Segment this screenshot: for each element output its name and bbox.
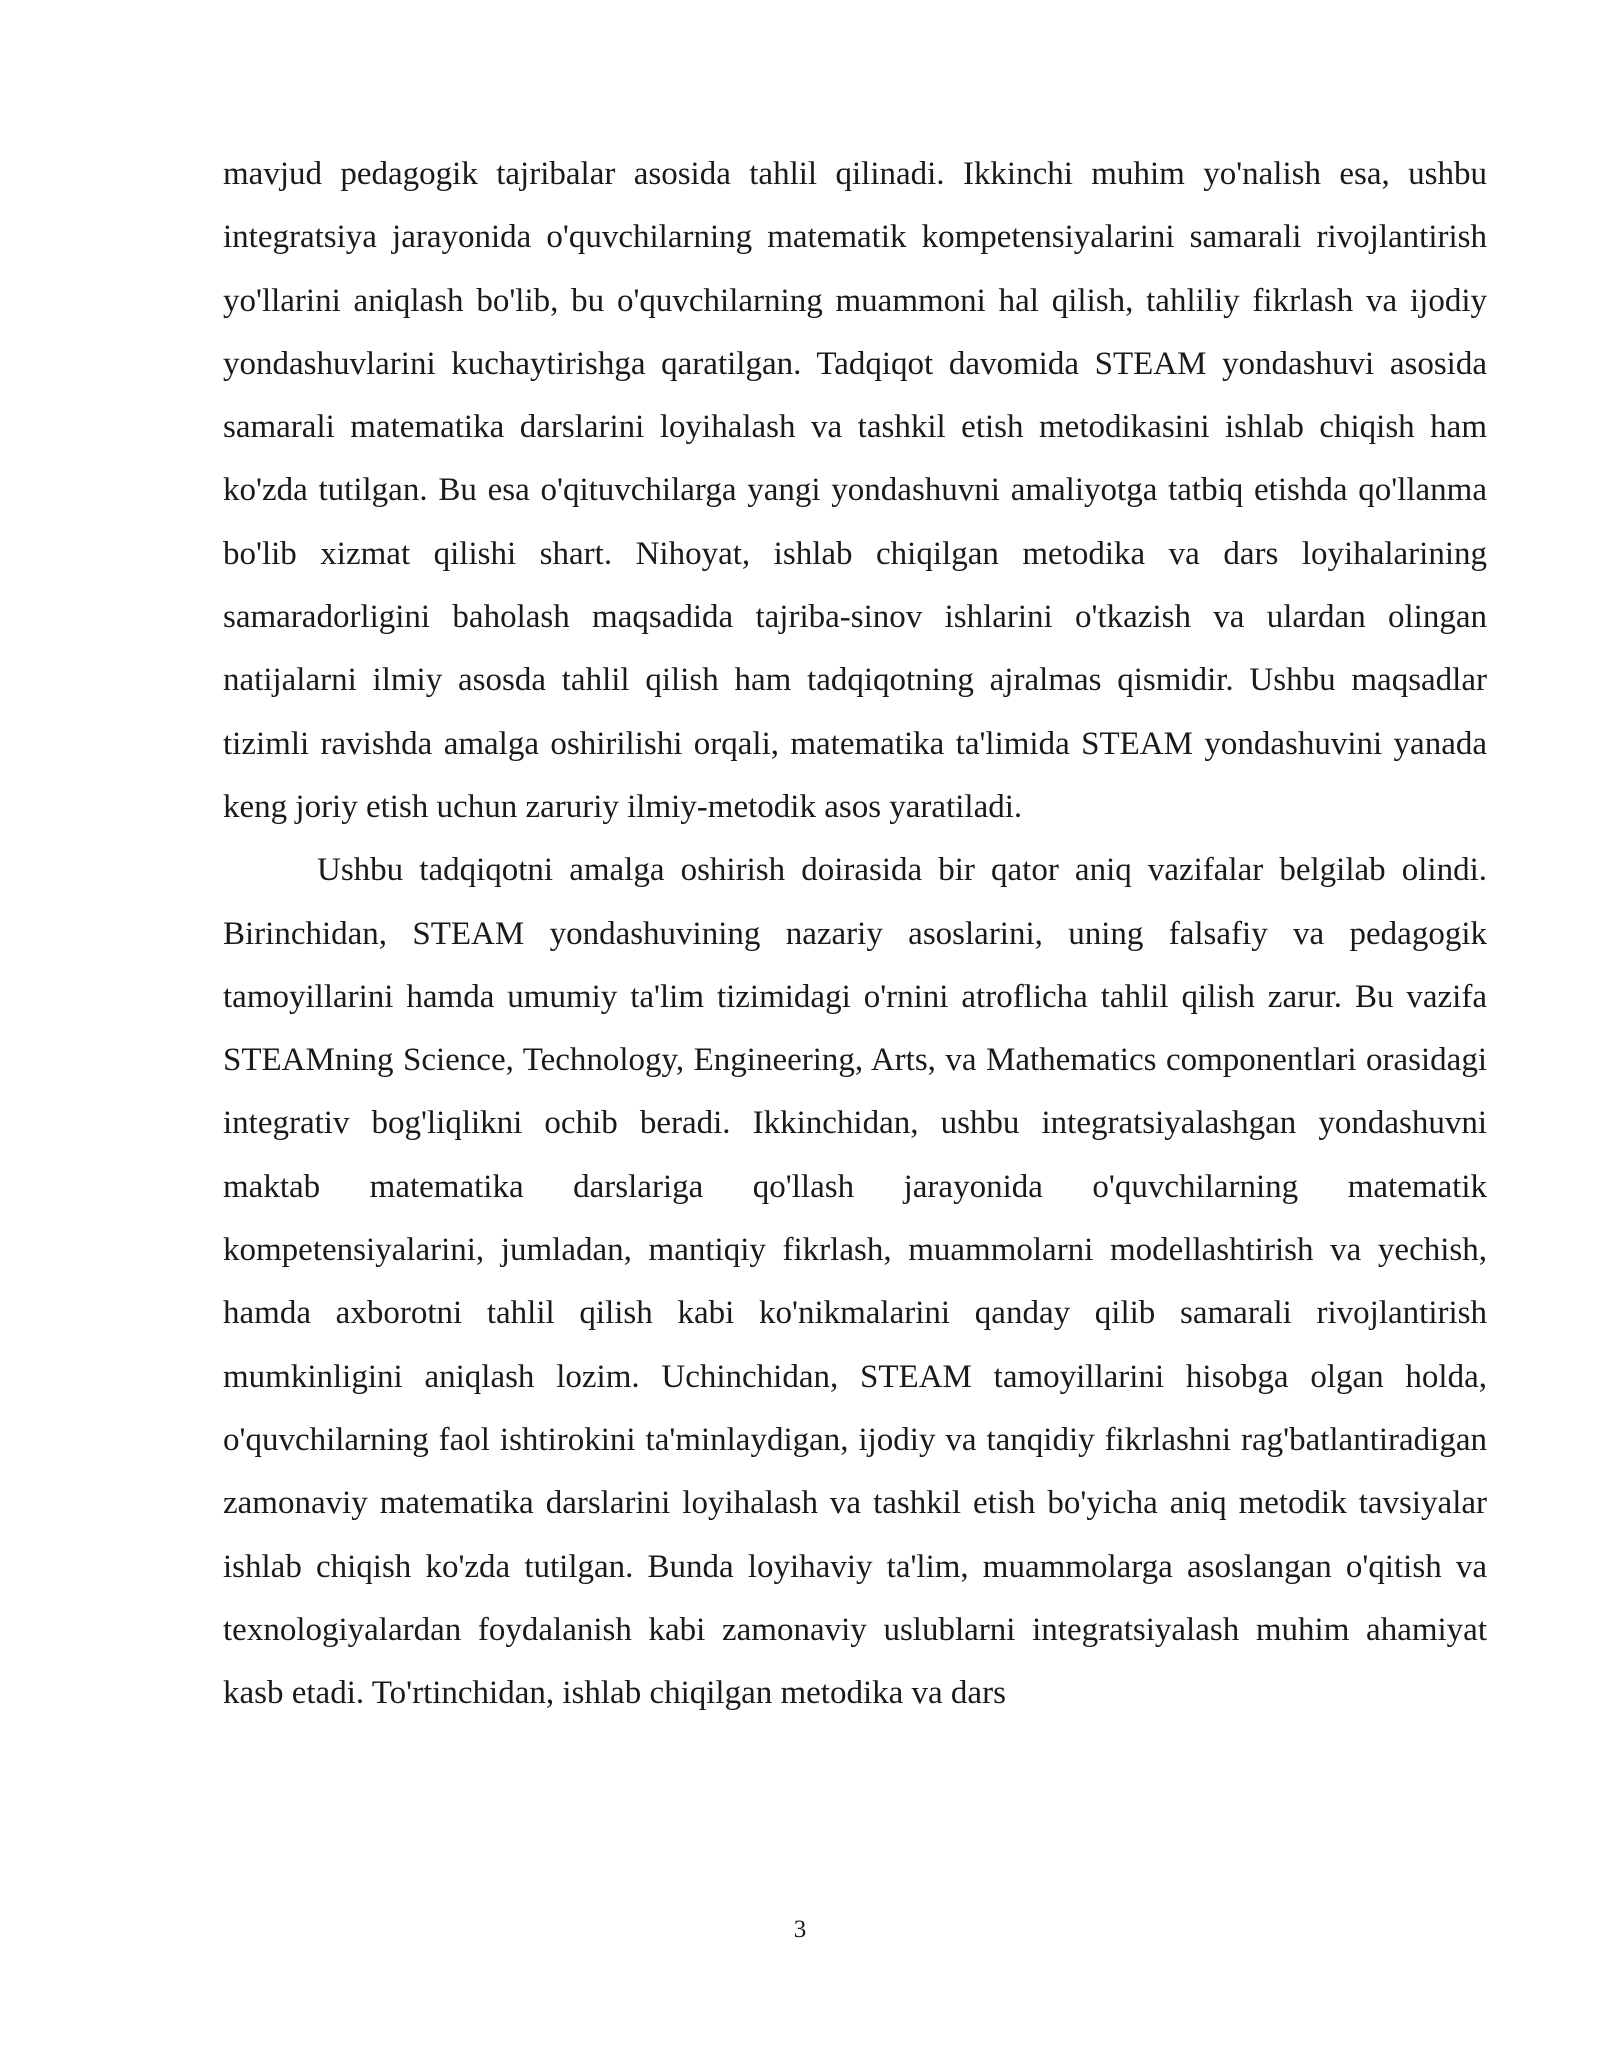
paragraph-continued: mavjud pedagogik tajribalar asosida tahlil qilinadi. Ikkinchi muhim yo'nalish esa, ushbu integratsiya jarayonida o'quvchilarning matematik kompetensiyalarini samarali rivojlantirish yo'llarini aniqlash bo'lib, bu o'quvchilarning muammoni hal qilish, tahliliy fikrlash va ijodiy yondashuvlarini kuchaytirishga qaratilgan. Tadqiqot davomida STEAM yondashuvi asosida samarali matematika darslarini loyihalash va tashkil etish metodikasini ishlab chiqish ham ko'zda tutilgan. Bu esa o'qituvchilarga yangi yondashuvni amaliyotga tatbiq etishda qo'llanma bo'lib xizmat qilishi shart. Nihoyat, ishlab chiqilgan metodika va dars loyihalarining samaradorligini baholash maqsadida tajriba-sinov ishlarini o'tkazish va ulardan olingan natijalarni ilmiy asosda tahlil qilish ham tadqiqotning ajralmas qismidir. Ushbu maqsadlar tizimli ravishda amalga oshirilishi orqali, matematika ta'limida STEAM yondashuvini yanada keng joriy etish uchun zaruriy ilmiy-metodik asos yaratiladi. — [223, 156, 1487, 825]
paragraph-tasks: Ushbu tadqiqotni amalga oshirish doirasida bir qator aniq vazifalar belgilab olindi. Birinchidan, STEAM yondashuvining nazariy asoslarini, uning falsafiy va pedagogik tamoyillarini hamda umumiy ta'lim tizimidagi o'rnini atroflicha tahlil qilish zarur. Bu vazifa STEAMning Science, Technology, Engineering, Arts, va Mathematics componentlari orasidagi integrativ bog'liqlikni ochib beradi. Ikkinchidan, ushbu integratsiyalashgan yondashuvni maktab matematika darslariga qo'llash jarayonida o'quvchilarning matematik kompetensiyalarini, jumladan, mantiqiy fikrlash, muammolarni modellashtirish va yechish, hamda axborotni tahlil qilish kabi ko'nikmalarini qanday qilib samarali rivojlantirish mumkinligini aniqlash lozim. Uchinchidan, STEAM tamoyillarini hisobga olgan holda, o'quvchilarning faol ishtirokini ta'minlaydigan, ijodiy va tanqidiy fikrlashni rag'batlantiradigan zamonaviy matematika darslarini loyihalash va tashkil etish bo'yicha aniq metodik tavsiyalar ishlab chiqish ko'zda tutilgan. Bunda loyihaviy ta'lim, muammolarga asoslangan o'qitish va texnologiyalardan foydalanish kabi zamonaviy uslublarni integratsiyalash muhim ahamiyat kasb etadi. To'rtinchidan, ishlab chiqilgan metodika va dars — [223, 852, 1487, 1712]
document-body — [223, 143, 1487, 1725]
page-number: 3 — [793, 1916, 807, 1943]
